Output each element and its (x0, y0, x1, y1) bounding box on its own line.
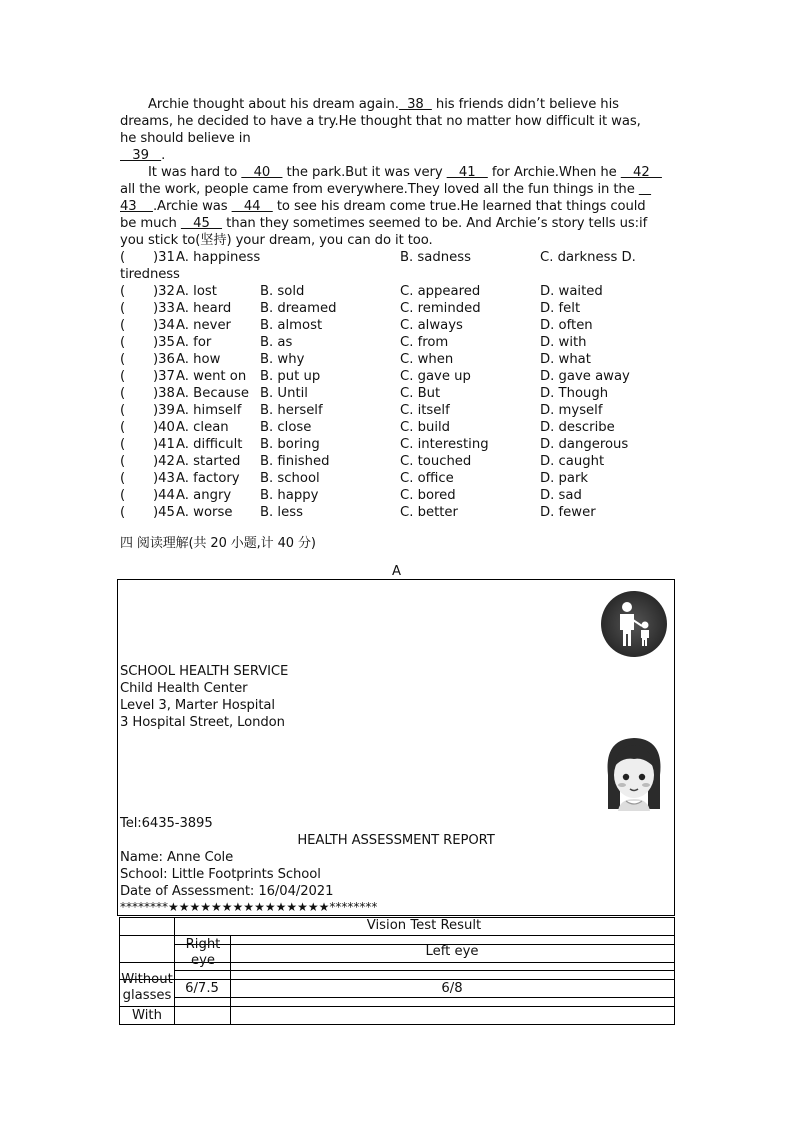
option-a: A. lost (176, 284, 217, 299)
option-c: C. touched (400, 454, 472, 469)
passage-line: be much 45 than they sometimes seemed to be. And Archie’s story tells us:if (120, 216, 648, 231)
answer-paren[interactable]: ( (120, 403, 126, 418)
option-c: C. office (400, 471, 454, 486)
girl-avatar-icon (598, 735, 670, 811)
question-number: )31 (153, 250, 175, 265)
report-title: HEALTH ASSESSMENT REPORT (297, 833, 495, 848)
option-a: A. difficult (176, 437, 243, 452)
option-b: B. school (260, 471, 320, 486)
option-b: B. finished (260, 454, 330, 469)
without-right-value: 6/7.5 (185, 981, 219, 996)
answer-paren[interactable]: ( (120, 284, 126, 299)
passage-line: you stick to(坚持) your dream, you can do it too. (120, 233, 433, 248)
option-b: B. why (260, 352, 305, 367)
option-a: A. worse (176, 505, 233, 520)
question-row (120, 419, 680, 436)
blank-40: 40 (241, 165, 283, 180)
passage-line: 43 .Archie was 44 to see his dream come true.He learned that things could (120, 199, 646, 214)
question-row (120, 504, 680, 521)
phone-number: Tel:6435-3895 (120, 816, 213, 831)
blank-45: 45 (180, 216, 223, 231)
family-icon (600, 590, 668, 658)
option-d: D. describe (540, 420, 615, 435)
answer-paren[interactable]: ( (120, 386, 126, 401)
option-a: A. never (176, 318, 231, 333)
section-label: A (392, 564, 401, 579)
answer-paren[interactable]: ( (120, 318, 126, 333)
blank-38: 38 (398, 97, 432, 112)
option-c: C. build (400, 420, 451, 435)
question-number: )39 (153, 403, 175, 418)
option-b: B. close (260, 420, 312, 435)
option-a: A. went on (176, 369, 247, 384)
option-d: D. gave away (540, 369, 630, 384)
q31-wrap: tiredness (120, 267, 180, 282)
question-number: )35 (153, 335, 175, 350)
question-number: )43 (153, 471, 175, 486)
passage-line: It was hard to 40 the park.But it was very 41 for Archie.When he 42 (148, 165, 662, 180)
option-c: C. interesting (400, 437, 489, 452)
blank-41: 41 (446, 165, 488, 180)
assessment-date: Date of Assessment: 16/04/2021 (120, 884, 334, 899)
answer-paren[interactable]: ( (120, 505, 126, 520)
option-b: B. happy (260, 488, 319, 503)
question-number: )33 (153, 301, 175, 316)
option-d: D. fewer (540, 505, 596, 520)
question-row (120, 487, 680, 504)
question-number: )34 (153, 318, 175, 333)
option-a: A. Because (176, 386, 250, 401)
option-a: A. factory (176, 471, 240, 486)
option-c: C. better (400, 505, 458, 520)
answer-paren[interactable]: ( (120, 488, 126, 503)
question-row (120, 249, 680, 266)
question-row (120, 334, 680, 351)
option-d: D. park (540, 471, 589, 486)
option-a: A. started (176, 454, 241, 469)
report-box (117, 579, 675, 916)
option-b: B. dreamed (260, 301, 337, 316)
answer-paren[interactable]: ( (120, 250, 126, 265)
option-a: A. himself (176, 403, 242, 418)
option-c: C. gave up (400, 369, 471, 384)
option-d: D. dangerous (540, 437, 629, 452)
question-number: )44 (153, 488, 175, 503)
passage-line: dreams, he decided to have a try.He thought that no matter how difficult it was, (120, 114, 641, 129)
option-c: C. But (400, 386, 441, 401)
option-d: C. darkness D. (540, 250, 636, 265)
question-number: )41 (153, 437, 175, 452)
option-d: D. Though (540, 386, 609, 401)
option-a: A. happiness (176, 250, 261, 265)
option-b: B. almost (260, 318, 323, 333)
org-name: SCHOOL HEALTH SERVICE (120, 664, 289, 679)
question-row (120, 470, 680, 487)
without-left-value: 6/8 (441, 981, 463, 996)
answer-paren[interactable]: ( (120, 301, 126, 316)
option-b: B. herself (260, 403, 323, 418)
question-number: )42 (153, 454, 175, 469)
option-d: D. caught (540, 454, 605, 469)
answer-paren[interactable]: ( (120, 454, 126, 469)
option-c: B. sadness (400, 250, 471, 265)
option-d: D. with (540, 335, 587, 350)
question-row (120, 368, 680, 385)
option-d: D. myself (540, 403, 603, 418)
option-c: C. appeared (400, 284, 481, 299)
question-number: )32 (153, 284, 175, 299)
blank-39: 39 (120, 148, 162, 163)
answer-paren[interactable]: ( (120, 352, 126, 367)
blank-42: 42 (620, 165, 662, 180)
blank-43: 43 (120, 199, 153, 214)
option-a: A. heard (176, 301, 232, 316)
option-c: C. reminded (400, 301, 481, 316)
option-b: B. Until (260, 386, 308, 401)
question-row (120, 402, 680, 419)
option-c: C. always (400, 318, 463, 333)
header-left-eye: Left eye (425, 944, 479, 959)
answer-paren[interactable]: ( (120, 335, 126, 350)
question-row (120, 351, 680, 368)
vision-table-title: Vision Test Result (366, 918, 482, 933)
question-row (120, 385, 680, 402)
question-number: )38 (153, 386, 175, 401)
option-c: C. from (400, 335, 449, 350)
patient-name: Name: Anne Cole (120, 850, 234, 865)
org-dept: Child Health Center (120, 681, 248, 696)
passage-line: 39 . (120, 148, 166, 163)
option-a: A. for (176, 335, 212, 350)
question-number: )45 (153, 505, 175, 520)
question-number: )40 (153, 420, 175, 435)
option-b: B. as (260, 335, 293, 350)
answer-paren[interactable]: ( (120, 437, 126, 452)
question-row (120, 300, 680, 317)
school-name: School: Little Footprints School (120, 867, 321, 882)
option-b: B. boring (260, 437, 320, 452)
passage-line: Archie thought about his dream again. 38 his friends didn’t believe his (148, 97, 619, 112)
option-b: B. put up (260, 369, 321, 384)
answer-paren[interactable]: ( (120, 369, 126, 384)
answer-paren[interactable]: ( (120, 420, 126, 435)
option-a: A. angry (176, 488, 232, 503)
section-heading: 四 阅读理解(共 20 小题,计 40 分) (120, 536, 316, 551)
option-d: D. waited (540, 284, 603, 299)
question-row (120, 317, 680, 334)
header-right-eye: Right eye (185, 937, 221, 968)
option-c: C. when (400, 352, 454, 367)
row-label-without-glasses: Without glasses (121, 972, 173, 1003)
option-a: A. clean (176, 420, 229, 435)
option-c: C. itself (400, 403, 450, 418)
option-d: D. sad (540, 488, 582, 503)
question-row (120, 283, 680, 300)
question-row (120, 453, 680, 470)
question-row (120, 436, 680, 453)
passage-line: all the work, people came from everywhere.They loved all the fun things in the (120, 182, 639, 197)
blank-44: 44 (231, 199, 273, 214)
org-level: Level 3, Marter Hospital (120, 698, 275, 713)
option-b: B. less (260, 505, 303, 520)
answer-paren[interactable]: ( (120, 471, 126, 486)
option-d: D. what (540, 352, 591, 367)
row-label-with: With (132, 1008, 162, 1023)
option-d: D. often (540, 318, 593, 333)
question-number: )37 (153, 369, 175, 384)
org-address: 3 Hospital Street, London (120, 715, 285, 730)
question-number: )36 (153, 352, 175, 367)
option-d: D. felt (540, 301, 581, 316)
star-divider: ********★★★★★★★★★★★★★★★******** (120, 900, 378, 914)
passage-line: he should believe in (120, 131, 251, 146)
option-c: C. bored (400, 488, 456, 503)
option-b: B. sold (260, 284, 305, 299)
option-a: A. how (176, 352, 221, 367)
